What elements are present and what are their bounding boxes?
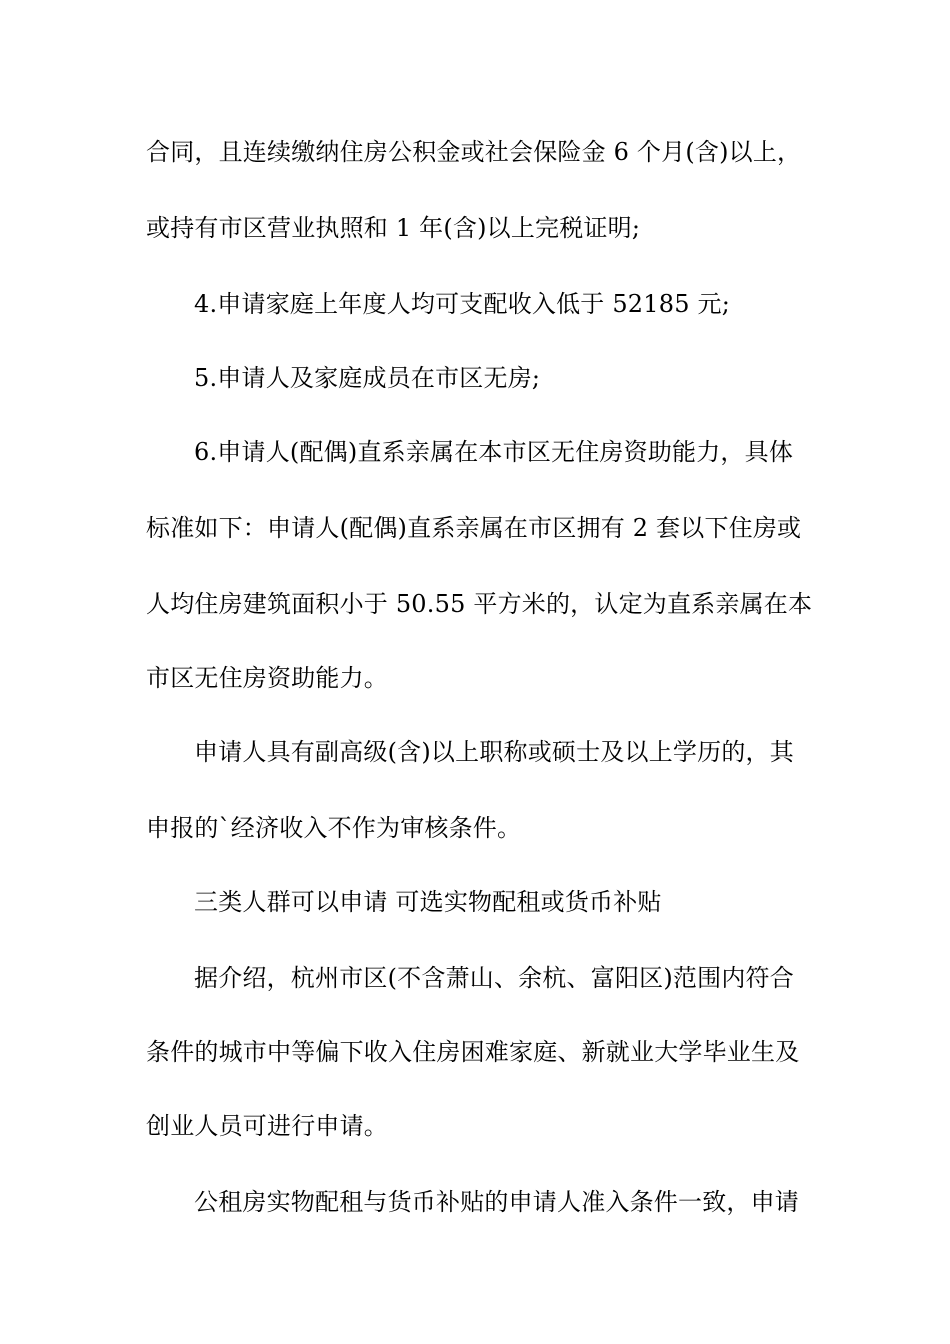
text-line: 申报的`经济收入不作为审核条件。: [146, 814, 522, 842]
text-line: 条件的城市中等偏下收入住房困难家庭、新就业大学毕业生及: [146, 1038, 800, 1066]
text-line: 合同，且连续缴纳住房公积金或社会保险金 6 个月(含)以上，: [146, 138, 802, 166]
text-line: 5.申请人及家庭成员在市区无房;: [194, 364, 541, 392]
text-line: 6.申请人(配偶)直系亲属在本市区无住房资助能力，具体: [194, 438, 794, 466]
text-line: 公租房实物配租与货币补贴的申请人准入条件一致，申请: [194, 1188, 799, 1216]
text-line: 据介绍，杭州市区(不含萧山、余杭、富阳区)范围内符合: [194, 964, 794, 992]
text-line: 或持有市区营业执照和 1 年(含)以上完税证明;: [146, 214, 641, 242]
text-line: 人均住房建筑面积小于 50.55 平方米的，认定为直系亲属在本: [146, 590, 813, 618]
text-line: 标准如下：申请人(配偶)直系亲属在市区拥有 2 套以下住房或: [146, 514, 802, 542]
text-line: 三类人群可以申请 可选实物配租或货币补贴: [194, 888, 662, 916]
text-line: 4.申请家庭上年度人均可支配收入低于 52185 元;: [194, 290, 730, 318]
text-line: 市区无住房资助能力。: [146, 664, 388, 692]
text-line: 创业人员可进行申请。: [146, 1112, 388, 1140]
text-line: 申请人具有副高级(含)以上职称或硕士及以上学历的，其: [194, 738, 794, 766]
